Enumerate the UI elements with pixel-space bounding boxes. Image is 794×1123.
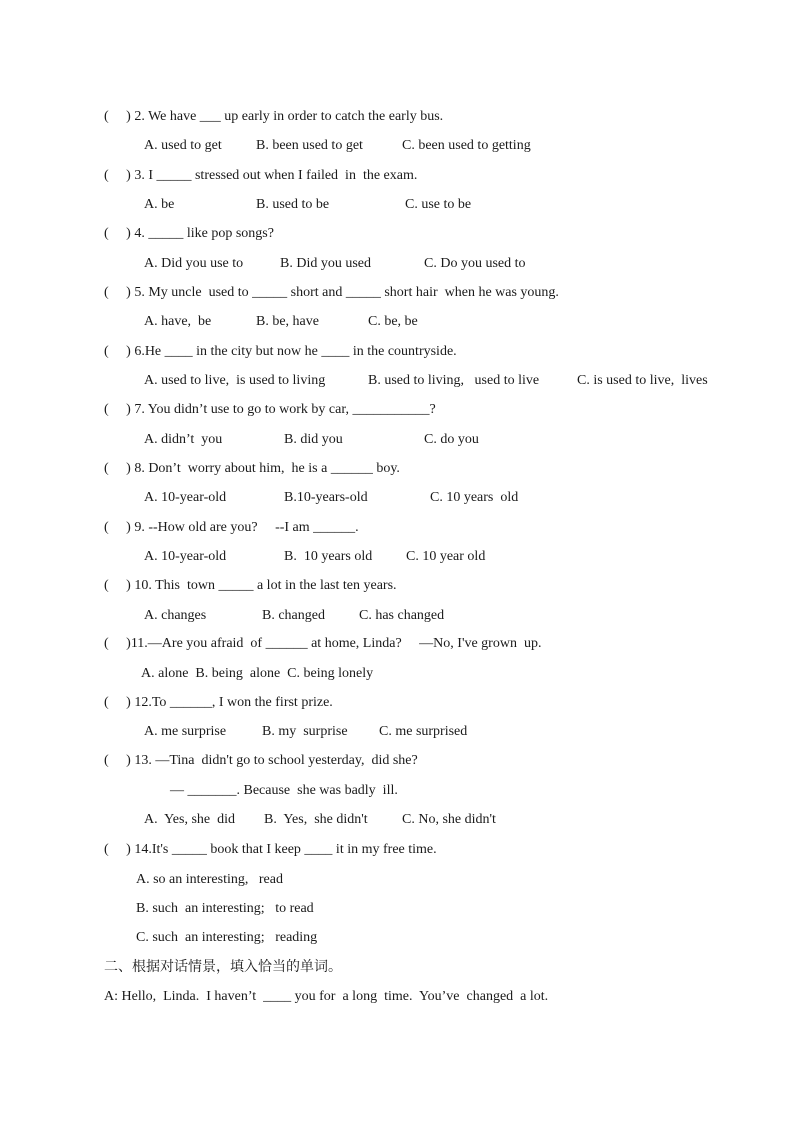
option-b: B.10-years-old — [284, 490, 368, 505]
question-7-stem: ( ) 7. You didn’t use to go to work by car, ___________? — [104, 402, 436, 417]
option-c: C. me surprised — [379, 724, 468, 739]
option-a: A. me surprise — [144, 724, 227, 739]
option-a: A. changes — [144, 608, 207, 623]
option-b: B. used to be — [256, 197, 330, 212]
option-b: B. my surprise — [262, 724, 348, 739]
option-a: A. Yes, she did — [144, 812, 236, 827]
question-10-stem: ( ) 10. This town _____ a lot in the last ten years. — [104, 578, 397, 593]
option-c: C. use to be — [405, 197, 472, 212]
question-13-reply: — _______. Because she was badly ill. — [170, 783, 398, 798]
option-b: B. used to living, used to live — [368, 373, 540, 388]
option-b: B. been used to get — [256, 138, 363, 153]
option-a: A. Did you use to — [144, 256, 244, 271]
option-b: B. be, have — [256, 314, 319, 329]
option-b: B. Yes, she didn't — [264, 812, 368, 827]
option-c: C. 10 year old — [406, 549, 486, 564]
dialog-line-a: A: Hello, Linda. I haven’t ____ you for a long time. You’ve changed a lot. — [104, 989, 549, 1004]
question-13-stem: ( ) 13. —Tina didn't go to school yesterday, did she? — [104, 753, 418, 768]
option-c: C. No, she didn't — [402, 812, 496, 827]
question-8-stem: ( ) 8. Don’t worry about him, he is a ______ boy. — [104, 461, 400, 476]
section-2-heading: 二、根据对话情景，填入恰当的单词。 — [104, 959, 342, 975]
question-3-stem: ( ) 3. I _____ stressed out when I failed in the exam. — [104, 168, 418, 183]
option-a: A. used to live, is used to living — [144, 373, 326, 388]
option-c: C. been used to getting — [402, 138, 531, 153]
question-9-stem: ( ) 9. --How old are you? --I am ______. — [104, 520, 359, 535]
question-11-options: A. alone B. being alone C. being lonely — [141, 666, 374, 681]
option-c: C. do you — [424, 432, 479, 447]
question-14-stem: ( ) 14.It's _____ book that I keep ____ it in my free time. — [104, 842, 437, 857]
option-b: B. Did you used — [280, 256, 371, 271]
option-c: C. be, be — [368, 314, 418, 329]
option-a: A. 10-year-old — [144, 490, 227, 505]
question-14-option-a: A. so an interesting, read — [136, 872, 283, 887]
option-c: C. is used to live, lives — [577, 373, 708, 388]
option-b: B. changed — [262, 608, 325, 623]
option-b: B. 10 years old — [284, 549, 373, 564]
option-a: A. 10-year-old — [144, 549, 227, 564]
question-6-stem: ( ) 6.He ____ in the city but now he ____ in the countryside. — [104, 344, 457, 359]
option-c: C. has changed — [359, 608, 445, 623]
option-a: A. be — [144, 197, 175, 212]
option-a: A. used to get — [144, 138, 222, 153]
question-14-option-b: B. such an interesting; to read — [136, 901, 314, 916]
question-2-stem: ( ) 2. We have ___ up early in order to catch the early bus. — [104, 109, 444, 124]
question-5-stem: ( ) 5. My uncle used to _____ short and _____ short hair when he was young. — [104, 285, 559, 300]
option-c: C. Do you used to — [424, 256, 526, 271]
option-a: A. have, be — [144, 314, 212, 329]
option-b: B. did you — [284, 432, 343, 447]
question-11-stem: ( )11.—Are you afraid of ______ at home, Linda? —No, I've grown up. — [104, 636, 542, 651]
question-14-option-c: C. such an interesting; reading — [136, 930, 318, 945]
question-12-stem: ( ) 12.To ______, I won the first prize. — [104, 695, 333, 710]
option-c: C. 10 years old — [430, 490, 519, 505]
option-a: A. didn’t you — [144, 432, 223, 447]
question-4-stem: ( ) 4. _____ like pop songs? — [104, 226, 274, 241]
